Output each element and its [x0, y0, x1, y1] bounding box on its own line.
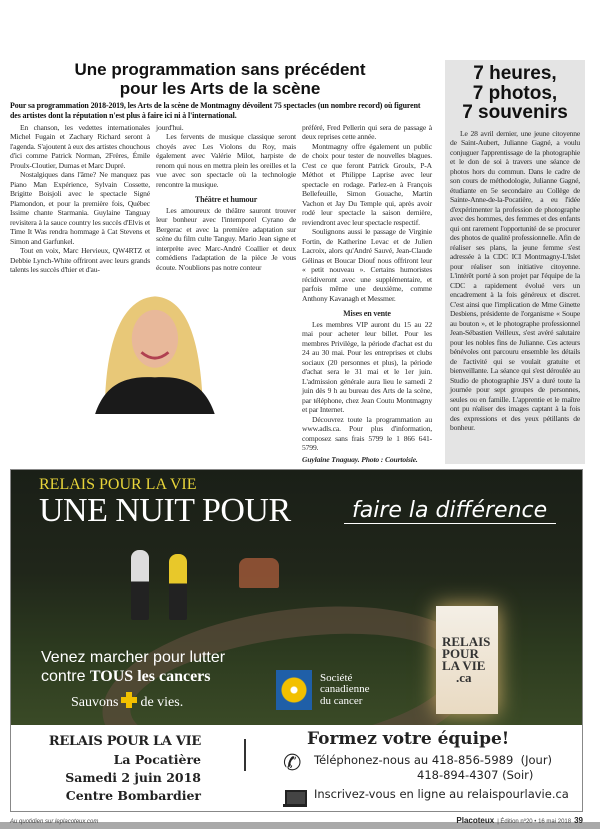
walker [169, 554, 187, 620]
title-line: 7 photos, [472, 82, 558, 104]
phone-line: 418-894-4307 (Soir) [417, 768, 534, 783]
text: POUR [442, 646, 479, 662]
divider [244, 739, 246, 771]
ad-save-lives [71, 692, 183, 711]
paragraph: Les amoureux de théâtre sauront trouver leur bonheur avec l'intemporel Cyrano de Bergerac et avec la première adaptation sur scène du film culte Tanguy. Mario Jean signe et interprète avec Marc-André Coallier et deux comédiens l'adaptation de la pièce Je vous écoute. N'oublions pas notre conteur [156, 205, 296, 272]
subheading: Mises en vente [343, 309, 391, 319]
footer [10, 816, 583, 825]
ad-walk-text [41, 648, 225, 686]
page-number: 39 [574, 816, 583, 826]
article-title [10, 60, 430, 98]
article-intro: Pour sa programmation 2018-2019, les Arts de la scène de Montmagny dévoilent 75 spectacles (un nombre record) où figurent des artistes dont la réputation n'est plus à faire ici ni à l'international. [10, 101, 421, 120]
main-article [10, 60, 435, 464]
paragraph: préféré, Fred Pellerin qui sera de passage à deux reprises cette année. [302, 122, 432, 142]
title-line: 7 souvenirs [462, 102, 568, 123]
article-column-3 [302, 123, 432, 465]
plus-icon [121, 692, 137, 708]
article-column-1 [10, 123, 150, 275]
text: LA VIE [442, 658, 486, 674]
text: canadienne [320, 683, 370, 696]
ad-headline: UNE NUIT POUR [39, 492, 291, 530]
columns-1-2 [10, 123, 296, 275]
paragraph: Tout en voix, Marc Hervieux, QW4RTZ et Debbie Lynch-White offriront avec leurs grands talents les succès d'hier et d'au- [10, 246, 150, 275]
phone-line: Téléphonez-nous au 418-856-5989 (Jour) [314, 753, 553, 768]
paragraph: Découvrez toute la programmation au www.adls.ca. Pour plus d'information, composez sans frais 5799 le 1 866 641-5799. [302, 414, 432, 453]
daffodil-icon [276, 670, 312, 710]
event-date: Samedi 2 juin 2018 [65, 770, 201, 786]
sidebar-title [450, 64, 580, 123]
paragraph: jourd'hui. [156, 122, 184, 132]
article-photo [10, 279, 296, 414]
photo-caption: Guylaine Tnaguay. Photo : Courtoisie. [302, 454, 418, 464]
article-columns [10, 123, 435, 465]
group [239, 558, 279, 588]
title-line: 7 heures, [473, 63, 557, 84]
text: .ca [456, 670, 472, 686]
sidebar-article [445, 60, 585, 464]
paragraph: En chanson, les vedettes internationales Michel Fugain et Zachary Richard seront à l'agenda. S'ajoutent à eux des artistes chouchous d'ici comme Patrick Norman, 2Frères, Émile Proulx-Cloutier, Dumas et Marc Dupré. [10, 122, 150, 170]
scc-logo [276, 670, 369, 710]
text: contre [41, 668, 86, 686]
title-line: Une programmation sans précédent [74, 60, 366, 79]
footer-edition: | Édition nº20 • 16 mai 2018 [497, 819, 572, 826]
text: de vies. [140, 695, 184, 711]
article-column-2 [156, 123, 296, 275]
event-venue: Centre Bombardier [65, 788, 201, 804]
text: RELAIS [442, 634, 491, 650]
footer-website: Au quotidien sur leplacoteux.com [10, 819, 99, 826]
luminary-bag [436, 606, 498, 714]
paragraph: Les membres VIP auront du 15 au 22 mai pour acheter leur billet. Pour les membres Privilège, la période d'achat est du 24 au 30 mai. Pour les entreprises et clubs sociaux (20 personnes et plus), la période d'achat sera le 31 mai et le 1er juin. L'admission générale aura lieu le samedi 2 juin dès 9 h au bureau des Arts de la scène, par téléphone, chez Jean Coutu Montmagny et par Internet. [302, 319, 432, 415]
paragraph: Montmagny offre également un public de choix pour tester de nouvelles blagues. C'est ce que feront Patrick Groulx, P-A Méthot et Philippe Laprise avec leur spectacle en rodage. Parlez-en à François Bellefeuille, Simon Gouache, Martin Vachon et Jay Du Temple qui, après avoir rodé leur spectacle la saison dernière, reviendront avec leur spectacle respectif. [302, 141, 432, 227]
ad-script-text: faire la différence [344, 498, 556, 524]
web-line: Inscrivez-vous en ligne au relaispourlavie.ca [314, 787, 569, 802]
event-title: RELAIS POUR LA VIE [48, 734, 201, 750]
paragraph: Soulignons aussi le passage de Virginie Fortin, de Katherine Levac et de Julien Lacroix, alors qu'André Sauvé, Jean-Claude Gélinas et Boucar Diouf nous offriront leur « petit nouveau ». Certains humoristes récidiveront avec une supplémentaire, et parfois même une deuxième, comme Anthony Kavanagh et Messmer. [302, 227, 432, 303]
text: Société [320, 671, 353, 684]
text: Sauvons [71, 695, 119, 711]
phone-icon: ✆ [283, 751, 302, 777]
ad-info [11, 725, 582, 811]
ad-kicker: RELAIS POUR LA VIE [39, 476, 197, 494]
ad-photo [11, 470, 582, 725]
text-line: Venez marcher pour lutter [41, 649, 226, 667]
left-columns [10, 123, 296, 465]
top-section [10, 60, 585, 464]
contact-lines [314, 753, 569, 802]
event-details [41, 733, 201, 805]
ad-cta: Formez votre équipe! [307, 729, 510, 750]
text: du cancer [320, 694, 363, 707]
relais-pour-la-vie-ad [10, 469, 583, 812]
paragraph: Les fervents de musique classique seront choyés avec Les Violons du Roy, mais également avec Valérie Milot, harpiste de renom qui nous en mettra plein les oreilles et la vue avec son spectacle où la technologie rencontre la musique. [156, 132, 296, 189]
sidebar-body: Le 28 avril dernier, une jeune citoyenne de Saint-Aubert, Julianne Gagné, a voulu conjuguer l'apprentissage de la photographie et le don de soi à travers une séance de photos hors du commun. Dans le cadre de son cours de méthodologie, Julianne Gagné, étudiante en 5e secondaire au Collège de Sainte-Anne-de-la-Pocatière, a eu l'idée d'expérimenter la profession de photographe avec des hommes, des femmes et des enfants qui ont rarement l'opportunité de se procurer des photos de qualité professionnelle. Afin de réaliser ses plans, la jeune femme s'est adressée à la CDC ICI Montmagny-L'Islet pour réaliser son initiative citoyenne. L'intérêt porté à son projet par l'équipe de la CDC a rapidement évolué vers un encadrement à la fois généreux et discret. C'est ainsi que l'implication de Mme Ginette Desbiens, présidente de l'organisme « Soupe au bouton », et le photographe professionnel Jean-Sébastien Veilleux, s'est avéré salutaire pour les nobles fins de Julianne. Ces acteurs bénévoles ont parcouru ensemble les détails de l'activité qui se voulait gratuite et bienveillante. La séance qui s'est déroulée au Studio de photographie JSV a duré toute la journée pour sept groupes de personnes, seules ou en famille. L'apprentie et le maître ont pu réaliser des images captant à la fois des expressions et des yeux pétillants de bonheur. [450, 128, 580, 432]
subheading: Théâtre et humour [194, 195, 258, 205]
walker [131, 550, 149, 620]
footer-right [456, 816, 583, 825]
text: TOUS les cancers [89, 668, 211, 686]
title-line: pour les Arts de la scène [119, 79, 321, 98]
laptop-icon [283, 790, 305, 808]
footer-brand: Placoteux [456, 816, 495, 826]
event-place: La Pocatière [113, 752, 201, 768]
paragraph: Nostalgiques dans l'âme? Ne manquez pas Piano Man Expérience, Sylvain Cossette, Brigitte Boisjoli avec le spectacle Signé Plamondon, et pour la première fois, Québec Issime chante Starmania. Guylaine Tanguay revisitera à la sauce country les succès d'Elvis et Time It Was rendra hommage à Cat Stevens et Simon and Garfunkel. [10, 170, 150, 246]
